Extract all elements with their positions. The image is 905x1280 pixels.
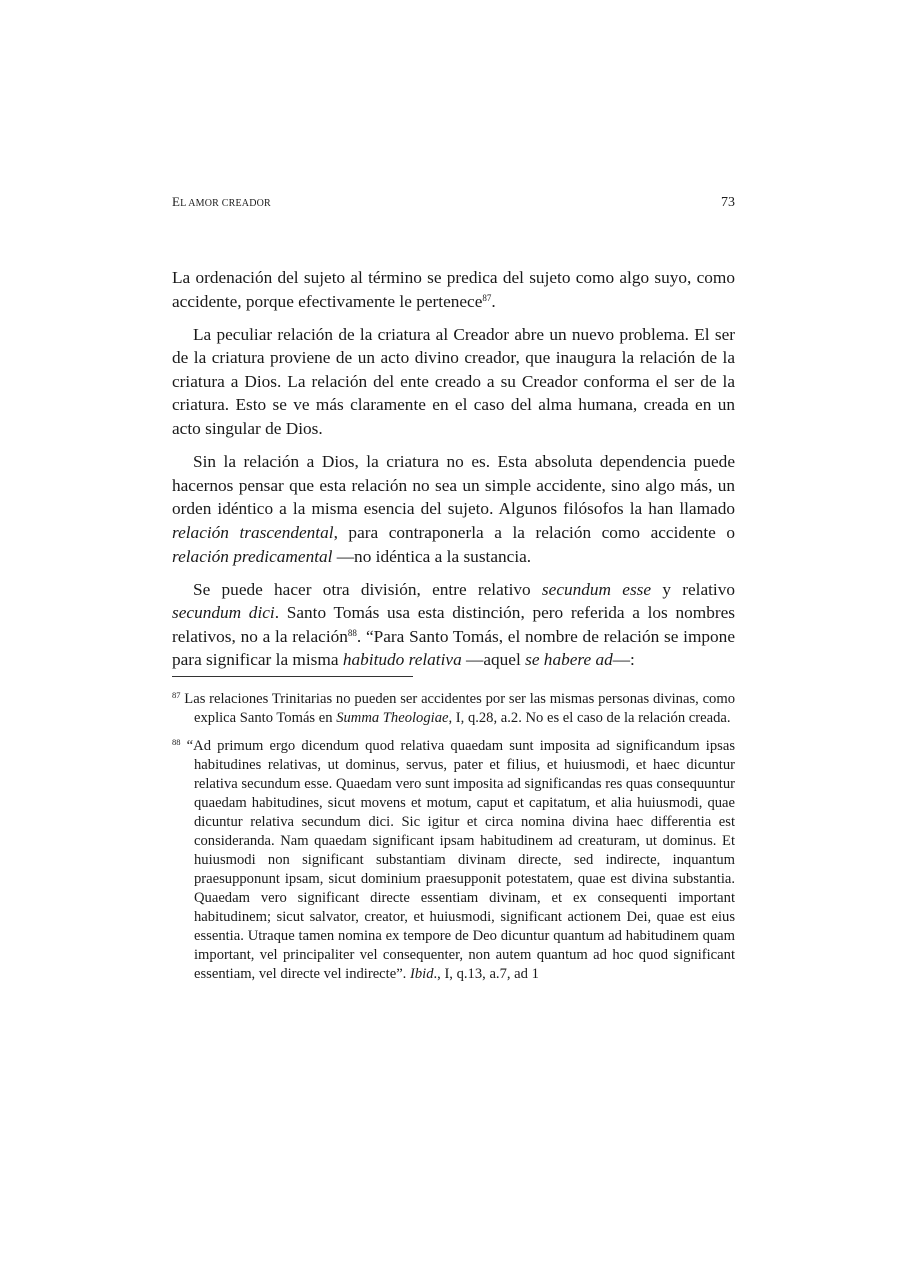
paragraph-3 <box>172 450 735 568</box>
paragraph-4-text-a: Se puede hacer otra división, entre relativo <box>193 579 542 599</box>
body-text <box>172 266 735 682</box>
running-title <box>172 194 271 210</box>
paragraph-3-text-c: , para contraponerla a la relación como accidente o <box>333 522 735 542</box>
footnote-87-text-a: Las relaciones Trinitarias no pueden ser accidentes por ser las mismas personas divinas, como explica Santo Tomás en <box>180 691 735 726</box>
footnotes <box>172 690 735 993</box>
paragraph-4-text-c: y relativo <box>651 579 736 599</box>
footnote-ref-87[interactable]: 87 <box>482 292 492 303</box>
paragraph-4-text-j: —: <box>612 650 635 670</box>
paragraph-4-text-e: . Santo Tomás usa esta distinción, pero referida a los nombres relativos, no a la relación <box>172 603 735 646</box>
paragraph-3-text-e: —no idéntica a la sustancia. <box>332 546 532 566</box>
footnote-mark-88: 88 <box>172 737 181 747</box>
footnote-mark-87: 87 <box>172 690 181 700</box>
footnote-88 <box>172 737 735 984</box>
page-number: 73 <box>721 195 735 210</box>
paragraph-4-text-f: . “Para Santo Tomás, el nombre de relación se impone para significar la misma <box>172 626 735 670</box>
footnote-88-text-a: “Ad primum ergo dicendum quod relativa quaedam sunt imposita ad significandum ipsas habitudines relativas, ut dominus, servus, pater et filius, et huiusmodi, et haec dicuntur relativa secundum esse. Quaedam vero sunt imposita ad significandas res quas consequuntur quaedam habitudines, sicut movens et motum, caput et capitatum, et alia huiusmodi, quae dicuntur relativa secundum dici. Sic igitur et circa nomina divina haec differentia est consideranda. Nam quaedam significant ipsam habitudinem ad creaturam, ut dominus. Et huiusmodi non significant substantiam divinam directe, sed indirecte, inquantum praesupponunt ipsam, sicut dominium praesupponit potestatem, quae est divina substantia. Quaedam vero significant directe essentiam divinam, et ex consequenti important habitudinem; sicut salvator, creator, et huiusmodi, significant actionem Dei, quae est eius essentia. Utraque tamen nomina ex tempore de Deo dicuntur quantum ad habitudinem quam important, vel principaliter vel consequenter, non autem quantum ad hoc quod significant essentiam, vel directe vel indirecte”. <box>180 738 735 982</box>
term-relacion-predicamental: relación predicamental <box>172 546 333 566</box>
paragraph-4-text-h: —aquel <box>461 650 526 670</box>
footnote-87-work-title: Summa Theologiae <box>336 710 449 726</box>
term-se-habere-ad: se habere ad <box>525 650 613 670</box>
footnote-87 <box>172 690 735 728</box>
footnote-87-text-c: , I, q.28, a.2. No es el caso de la relación creada. <box>448 710 731 726</box>
term-habitudo-relativa: habitudo relativa <box>342 650 462 670</box>
term-secundum-esse: secundum esse <box>541 579 652 599</box>
footnote-divider <box>172 676 413 677</box>
footnote-88-ibid: Ibid <box>409 966 434 982</box>
paragraph-3-text-a: Sin la relación a Dios, la criatura no es. Esta absoluta dependencia puede hacernos pensar que esta relación no sea un simple accidente, sino algo más, un orden idéntico a la misma esencia del sujeto. Algunos filósofos la han llamado <box>172 452 735 519</box>
paragraph-1 <box>172 266 735 313</box>
running-title-initial: E <box>172 194 181 209</box>
paragraph-4 <box>172 578 735 672</box>
paragraph-1-end: . <box>491 291 496 311</box>
running-header <box>172 194 735 211</box>
term-relacion-trascendental: relación trascendental <box>172 522 334 542</box>
footnote-ref-88[interactable]: 88 <box>347 627 357 638</box>
term-secundum-dici: secundum dici <box>172 603 275 623</box>
paragraph-1-text: La ordenación del sujeto al término se predica del sujeto como algo suyo, como accidente, porque efectivamente le pertenece <box>172 268 735 311</box>
paragraph-2: La peculiar relación de la criatura al Creador abre un nuevo problema. El ser de la criatura proviene de un acto divino creador, que inaugura la relación de la criatura a Dios. La relación del ente creado a su Creador conforma el ser de la criatura. Esto se ve más claramente en el caso del alma humana, creada en un acto singular de Dios. <box>172 324 735 439</box>
running-title-rest: L AMOR CREADOR <box>180 198 271 209</box>
footnote-88-text-c: ., I, q.13, a.7, ad 1 <box>433 966 539 982</box>
